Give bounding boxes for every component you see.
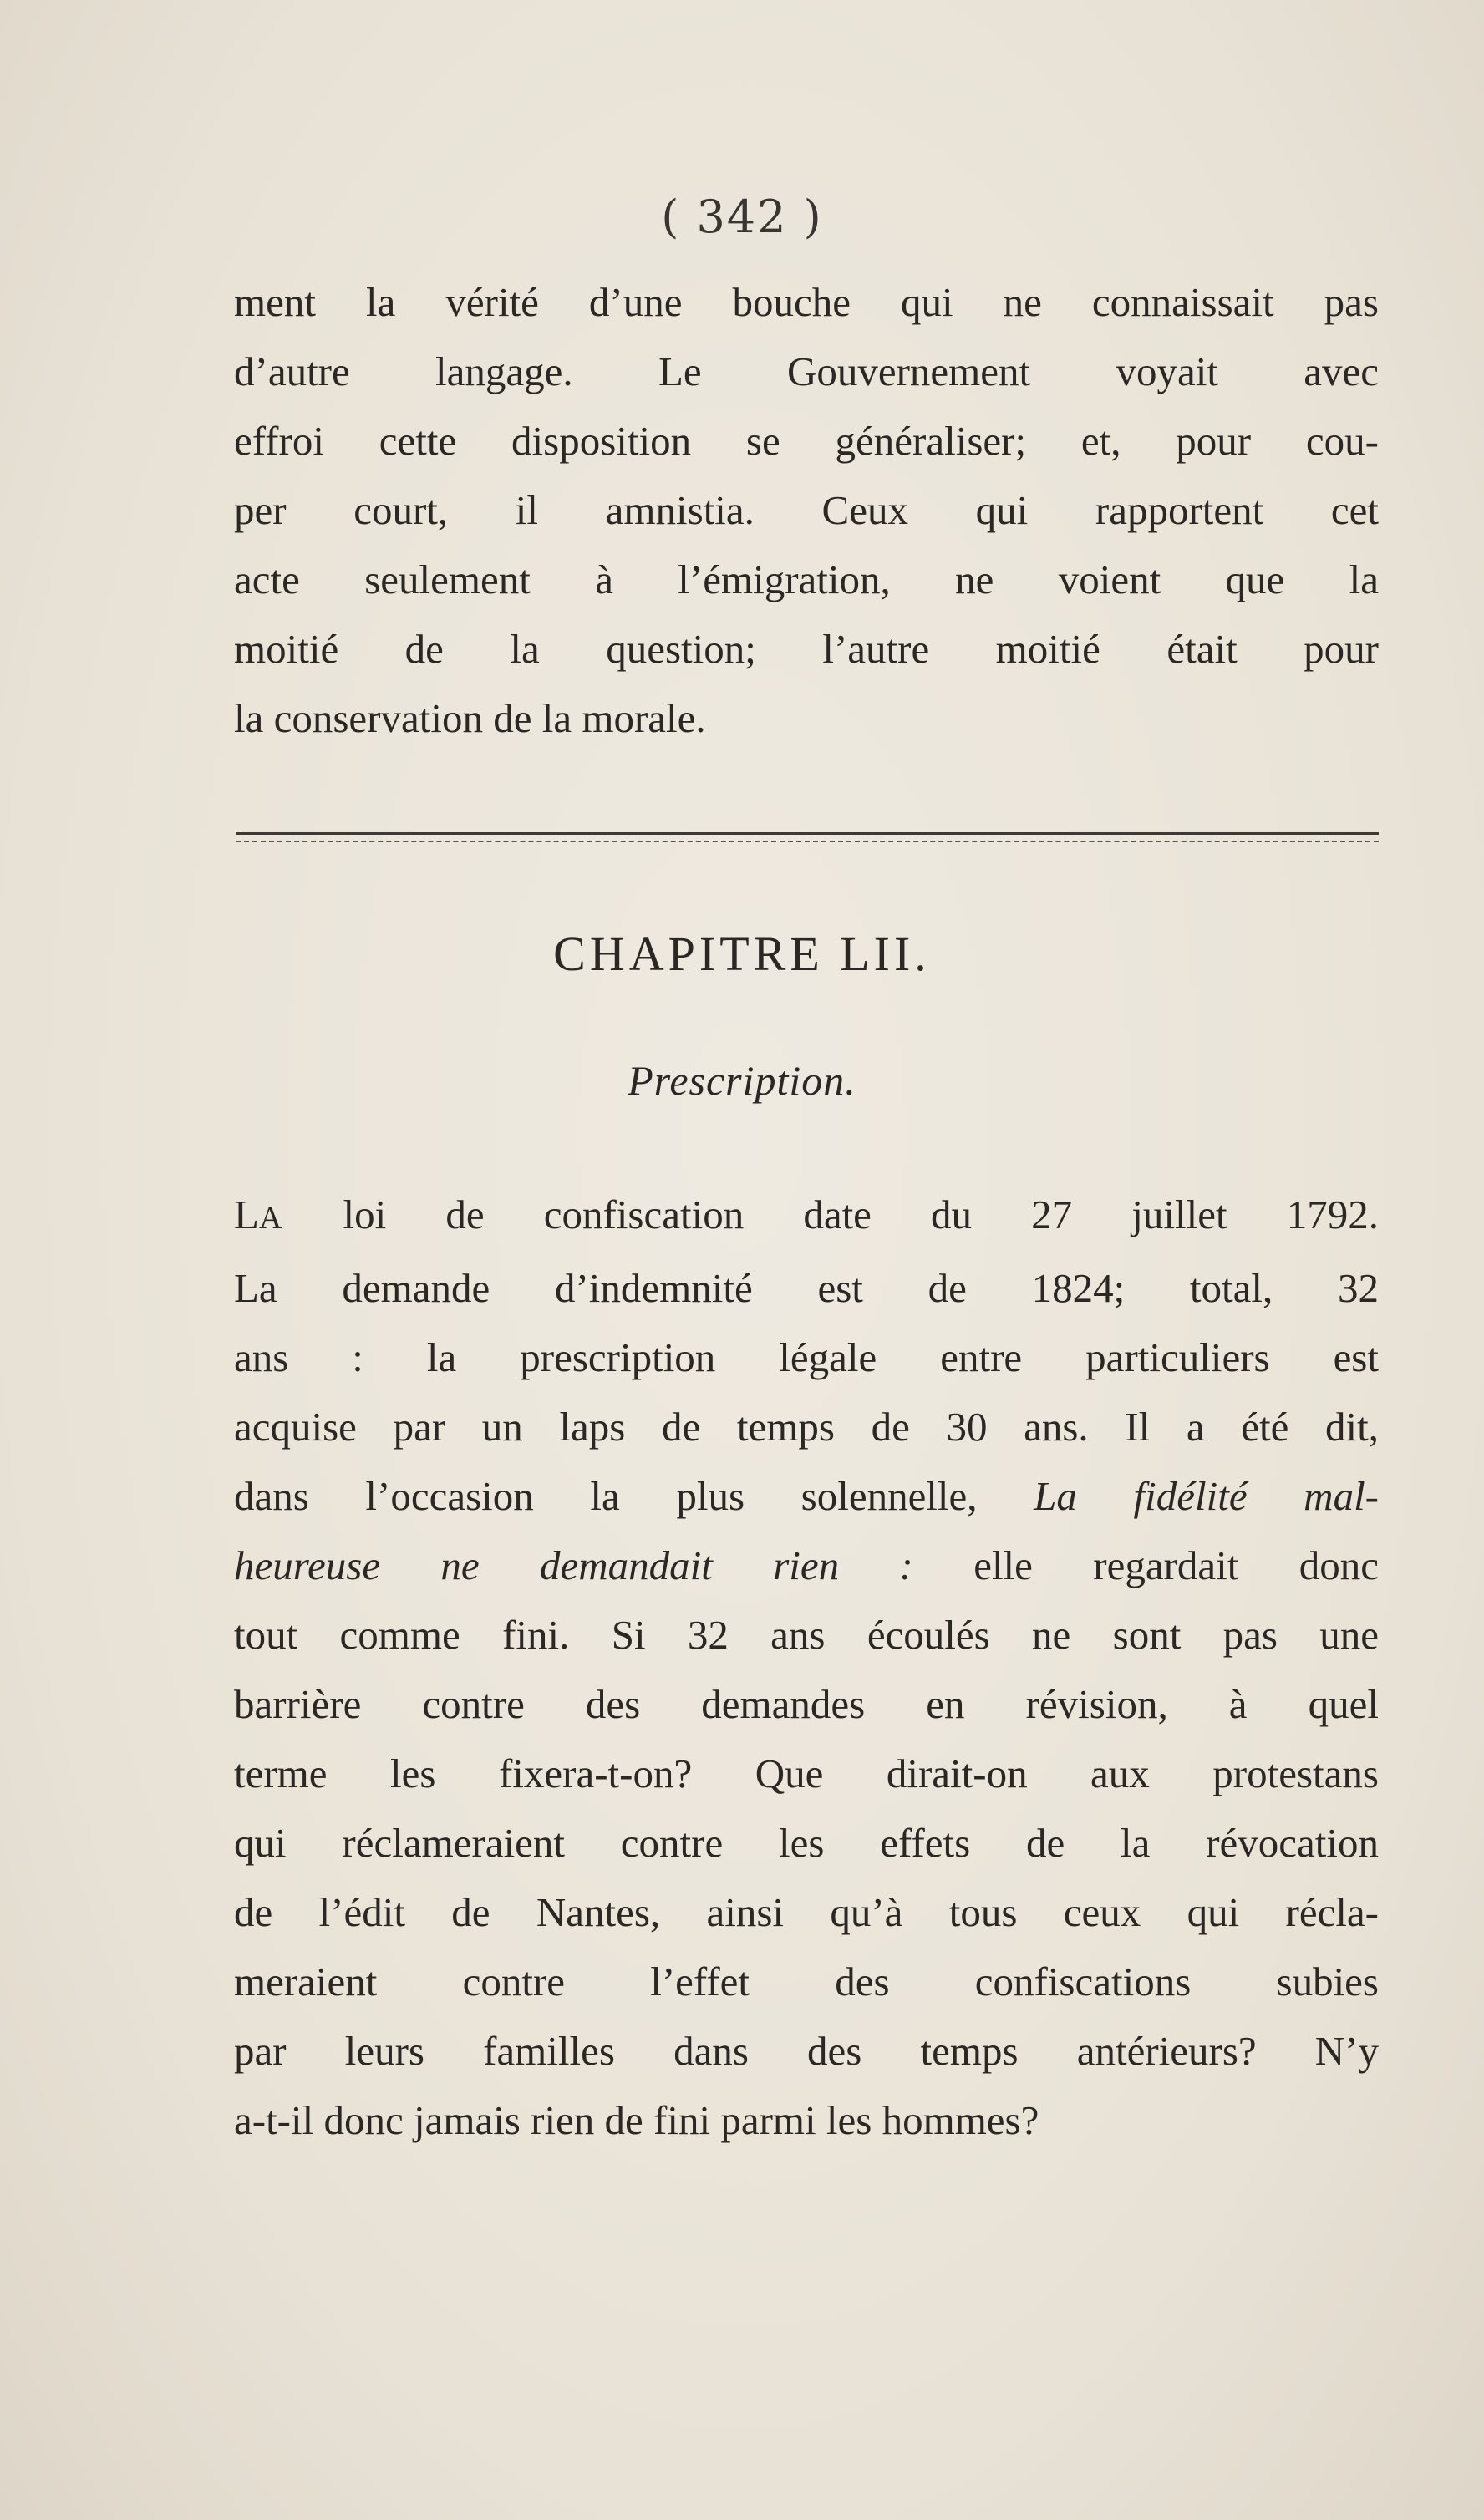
text-run: elle regardait donc: [912, 1542, 1379, 1588]
text-line: tout comme fini. Si 32 ans écoulés ne sont pas une: [234, 1612, 1379, 1658]
chapter-divider-rule: [236, 832, 1379, 844]
italic-quote: La fidélité mal-: [1034, 1473, 1379, 1519]
text-line: barrière contre des demandes en révision, à quel: [234, 1681, 1379, 1727]
italic-quote: heureuse ne demandait rien :: [234, 1542, 913, 1588]
text-line: de l’édit de Nantes, ainsi qu’à tous ceux qui récla-: [234, 1889, 1379, 1935]
text-line: acquise par un laps de temps de 30 ans. Il a été dit,: [234, 1404, 1379, 1450]
text-line: per court, il amnistia. Ceux qui rapportent cet: [234, 487, 1379, 533]
text-line: acte seulement à l’émigration, ne voient que la: [234, 556, 1379, 602]
text-line: a-t-il donc jamais rien de fini parmi les hommes?: [234, 2097, 1039, 2143]
paragraph-prescription: [234, 1180, 1379, 2155]
initial-letter: L: [234, 1191, 259, 1237]
text-line: moitié de la question; l’autre moitié était pour: [234, 626, 1379, 672]
text-line: ans : la prescription légale entre particuliers est: [234, 1334, 1379, 1380]
text-line: effroi cette disposition se généraliser; et, pour cou-: [234, 418, 1379, 464]
text-line-first: [234, 1180, 1379, 1253]
text-line: [234, 1531, 1379, 1600]
text-line: terme les fixera-t-on? Que dirait-on aux protestans: [234, 1750, 1379, 1796]
paragraph-continuation: [234, 267, 1379, 753]
text-line: d’autre langage. Le Gouvernement voyait avec: [234, 348, 1379, 394]
text-line: meraient contre l’effet des confiscations subies: [234, 1959, 1379, 2004]
text-run: dans l’occasion la plus solennelle,: [234, 1473, 1034, 1519]
text-line: par leurs familles dans des temps antérieurs? N’y: [234, 2028, 1379, 2074]
section-title: Prescription.: [628, 1057, 856, 1104]
text-line: ment la vérité d’une bouche qui ne connaissait pas: [234, 279, 1379, 325]
text-line: la conservation de la morale.: [234, 695, 706, 741]
text-line: La demande d’indemnité est de 1824; total, 32: [234, 1265, 1379, 1311]
initial-smallcap: A: [258, 1201, 284, 1236]
text-line: [234, 1461, 1379, 1531]
text-line: qui réclameraient contre les effets de la révocation: [234, 1820, 1379, 1866]
chapter-title: CHAPITRE LII.: [553, 927, 931, 981]
page-number: ( 342 ): [661, 191, 823, 243]
text-run: loi de confiscation date du 27 juillet 1792.: [283, 1191, 1379, 1237]
